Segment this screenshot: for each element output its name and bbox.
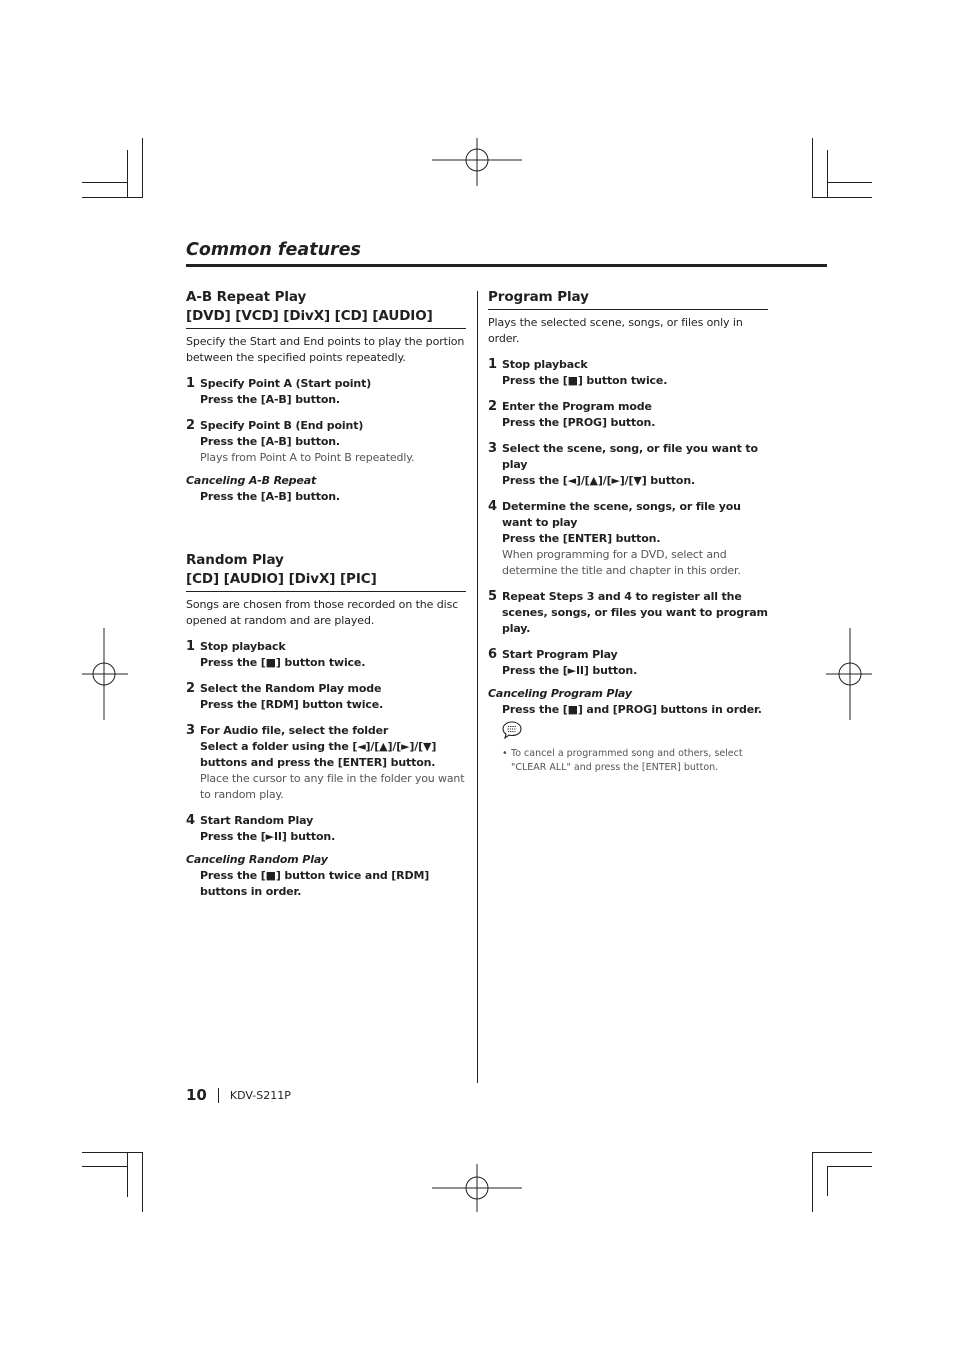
step-title: Select the Random Play mode — [200, 682, 382, 695]
step-item — [488, 441, 768, 489]
random-play-title: Random Play — [186, 552, 284, 568]
footer-separator — [218, 1088, 219, 1103]
step-action: Press the [►II] button. — [200, 830, 336, 843]
cancel-action: Press the [■] button twice and [RDM] buttons in order. — [200, 869, 430, 898]
cancel-title: Canceling Random Play — [186, 853, 328, 866]
step-title: Stop playback — [200, 640, 286, 653]
ab-repeat-title: A-B Repeat Play — [186, 289, 307, 305]
registration-mark-top — [432, 138, 522, 186]
step-action: Press the [RDM] button twice. — [200, 698, 384, 711]
right-column — [488, 288, 768, 775]
cancel-title: Canceling A-B Repeat — [186, 474, 317, 487]
random-play-section — [186, 551, 466, 900]
step-title: Enter the Program mode — [502, 400, 652, 413]
footer — [186, 1086, 291, 1104]
page-number: 10 — [186, 1086, 207, 1104]
step-title: Determine the scene, songs, or file you want to play — [502, 500, 741, 529]
step-item — [488, 399, 768, 431]
step-action: Press the [ENTER] button. — [502, 532, 661, 545]
step-action: Press the [PROG] button. — [502, 416, 656, 429]
step-number: 3 — [488, 441, 498, 456]
section-rule — [488, 309, 768, 310]
step-title: Specify Point B (End point) — [200, 419, 364, 432]
step-item — [186, 639, 466, 671]
step-number: 5 — [488, 589, 498, 604]
step-item — [488, 357, 768, 389]
step-number: 1 — [488, 357, 498, 372]
step-note: Plays from Point A to Point B repeatedly. — [200, 451, 415, 464]
ab-repeat-section — [186, 288, 466, 505]
registration-mark-bottom — [432, 1164, 522, 1212]
step-number: 2 — [186, 681, 196, 696]
ab-repeat-formats: [DVD] [VCD] [DivX] [CD] [AUDIO] — [186, 308, 433, 324]
step-action: Press the [►II] button. — [502, 664, 638, 677]
step-title: Specify Point A (Start point) — [200, 377, 372, 390]
step-action: Press the [A-B] button. — [200, 435, 340, 448]
model-name: KDV-S211P — [229, 1088, 291, 1102]
program-play-intro: Plays the selected scene, songs, or files only in order. — [488, 316, 743, 345]
random-play-formats: [CD] [AUDIO] [DivX] [PIC] — [186, 571, 377, 587]
step-action: Press the [■] button twice. — [200, 656, 366, 669]
step-number: 4 — [186, 813, 196, 828]
step-item — [488, 499, 768, 579]
cancel-title: Canceling Program Play — [488, 687, 632, 700]
step-item — [186, 418, 466, 466]
note-icon — [502, 721, 522, 739]
step-number: 2 — [488, 399, 498, 414]
step-item — [186, 813, 466, 845]
note-item — [502, 747, 768, 775]
registration-mark-left — [82, 628, 128, 720]
step-title: Repeat Steps 3 and 4 to register all the scenes, songs, or files you want to program play. — [502, 590, 768, 635]
cancel-action: Press the [■] and [PROG] buttons in order. — [502, 703, 762, 716]
step-number: 1 — [186, 639, 196, 654]
program-play-section — [488, 288, 768, 775]
step-number: 6 — [488, 647, 498, 662]
step-item — [186, 681, 466, 713]
step-title: Stop playback — [502, 358, 588, 371]
left-column — [186, 288, 466, 900]
step-number: 2 — [186, 418, 196, 433]
step-action: Press the [◄]/[▲]/[►]/[▼] button. — [502, 474, 696, 487]
step-number: 3 — [186, 723, 196, 738]
step-title: Select the scene, song, or file you want to play — [502, 442, 758, 471]
registration-mark-right — [826, 628, 872, 720]
random-play-intro: Songs are chosen from those recorded on the disc opened at random and are played. — [186, 598, 459, 627]
step-action: Press the [A-B] button. — [200, 393, 340, 406]
step-note: Place the cursor to any file in the folder you want to random play. — [200, 772, 465, 801]
program-play-title: Program Play — [488, 289, 589, 305]
section-rule — [186, 328, 466, 329]
step-action: Select a folder using the [◄]/[▲]/[►]/[▼] buttons and press the [ENTER] button. — [200, 740, 437, 769]
title-rule — [186, 264, 827, 267]
section-rule — [186, 591, 466, 592]
step-item — [488, 647, 768, 679]
step-item — [488, 589, 768, 637]
cancel-action: Press the [A-B] button. — [200, 490, 340, 503]
bullet-icon: • — [502, 748, 508, 759]
note-text: To cancel a programmed song and others, select "CLEAR ALL" and press the [ENTER] button. — [511, 748, 743, 773]
step-title: For Audio file, select the folder — [200, 724, 389, 737]
step-action: Press the [■] button twice. — [502, 374, 668, 387]
column-divider — [477, 291, 478, 1083]
step-number: 4 — [488, 499, 498, 514]
step-item — [186, 376, 466, 408]
step-note: When programming for a DVD, select and determine the title and chapter in this order. — [502, 548, 741, 577]
ab-repeat-intro: Specify the Start and End points to play the portion between the specified points repeatedly. — [186, 335, 465, 364]
step-item — [186, 723, 466, 803]
page-title: Common features — [186, 240, 361, 260]
step-title: Start Random Play — [200, 814, 314, 827]
step-title: Start Program Play — [502, 648, 618, 661]
step-number: 1 — [186, 376, 196, 391]
